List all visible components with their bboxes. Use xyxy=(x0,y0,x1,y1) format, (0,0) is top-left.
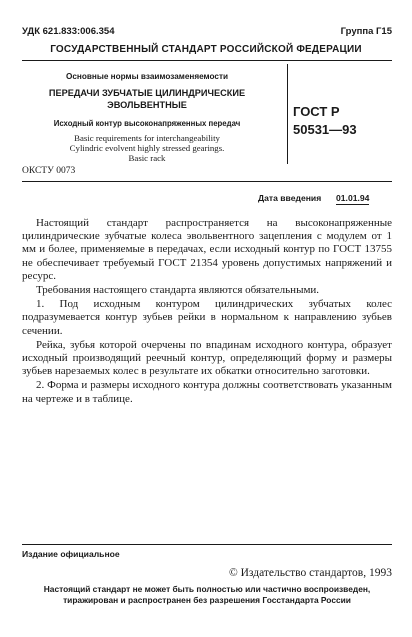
title-vertical-divider xyxy=(287,64,288,164)
title-ru-line-1: ПЕРЕДАЧИ ЗУБЧАТЫЕ ЦИЛИНДРИЧЕСКИЕ xyxy=(48,88,246,98)
paragraph-mandatory: Требования настоящего стандарта являются обязательными. xyxy=(36,284,320,297)
effective-date-label: Дата введения xyxy=(258,193,322,203)
title-en-line-3: Basic rack xyxy=(128,153,166,163)
footer-divider xyxy=(22,544,392,545)
paragraph-clause-2: 2. Форма и размеры исходного контура должны соответствовать указанным на чертеже и в таблице. xyxy=(22,379,392,405)
paragraph-scope: Настоящий стандарт распространяется на высоконапряженные цилиндрические зубчатые колеса эвольвентного зацепления с модулем от 1 мм и более, применяемые в передачах, если исходный контур по ГОСТ 13755 не обеспечивает требуемый ГОСТ 21354 уровень допустимых напряжений и ресурс. xyxy=(22,217,392,282)
copyright-line: © Издательство стандартов, 1993 xyxy=(228,567,392,579)
official-edition-label: Издание официальное xyxy=(22,549,120,559)
gost-number: 50531—93 xyxy=(293,122,357,137)
title-block-divider xyxy=(22,181,392,182)
reproduction-notice xyxy=(22,584,392,606)
title-en-line-1: Basic requirements for interchangeability xyxy=(74,133,220,143)
paragraph-clause-1: 1. Под исходным контуром цилиндрических зубчатых колес подразумевается контур зубьев рейки в нормальном к направлению зубьев сечении. xyxy=(22,298,392,337)
notice-line-1: Настоящий стандарт не может быть полностью или частично воспроизведен, xyxy=(43,584,371,594)
header-divider xyxy=(22,60,392,61)
gost-designation xyxy=(293,103,357,139)
gost-label: ГОСТ Р xyxy=(293,104,340,119)
group-code: Группа Г15 xyxy=(340,26,392,37)
subtitle-ru: Основные нормы взаимозаменяемости xyxy=(66,72,228,81)
document-title-en xyxy=(22,133,272,163)
document-title-ru xyxy=(22,88,272,111)
body-text xyxy=(22,217,392,406)
udk-code: УДК 621.833:006.354 xyxy=(22,26,115,37)
notice-line-2: тиражирован и распространен без разрешения Госстандарта России xyxy=(63,595,351,605)
contour-title-ru: Исходный контур высоконапряженных передач xyxy=(53,119,241,128)
effective-date-value: 01.01.94 xyxy=(336,193,370,203)
paragraph-rack: Рейка, зубья которой очерчены по впадинам исходного контура, образует исходный производящий реечный контур, определяющий форму и размеры зубьев нарезаемых колес в результате их обкатки относительно заготовки. xyxy=(22,338,392,378)
okstu-code: ОКСТУ 0073 xyxy=(22,166,76,176)
title-ru-line-2: ЭВОЛЬВЕНТНЫЕ xyxy=(107,99,187,110)
standard-title: ГОСУДАРСТВЕННЫЙ СТАНДАРТ РОССИЙСКОЙ ФЕДЕРАЦИИ xyxy=(50,44,362,55)
title-en-line-2: Cylindric evolvent highly stressed gearings. xyxy=(69,143,225,153)
